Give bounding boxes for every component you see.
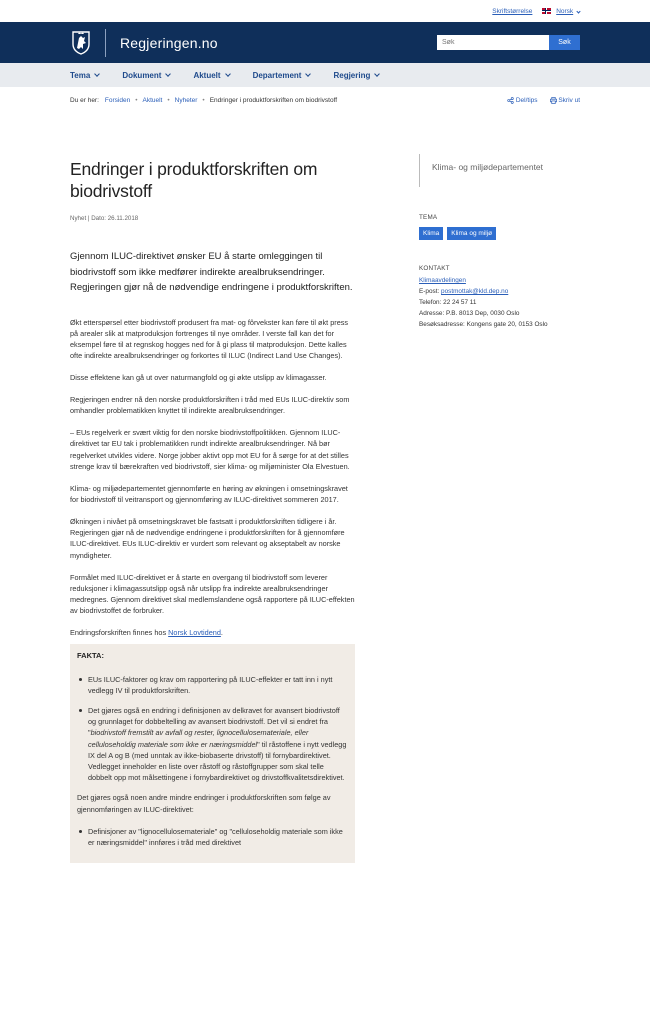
- article: [70, 158, 355, 863]
- article-paragraph: Økt etterspørsel etter biodrivstoff produsert fra mat- og fôrvekster kan føre til økt press på arealer slik at matproduksjon fortrenges til nye områder. I verste fall kan det for eksempel føre til at regnskog hogges ned for å gi plass til matproduksjon. Dette kalles ofte indirekte arealbruksendringer og forkortes til ILUC (Indirect Land Use Changes).: [70, 317, 349, 361]
- chevron-down-icon: [576, 9, 580, 13]
- page-actions: [507, 97, 580, 104]
- fakta-text: Det gjøres også en endring i definisjonen av delkravet for avansert biodrivstoff og grunnlaget for dobbeltelling av avansert biodrivstoff. Det vil si endret fra ": [88, 705, 340, 738]
- chevron-down-icon: [94, 71, 100, 77]
- contact-email-link[interactable]: postmottak@kld.dep.no: [441, 288, 509, 295]
- search-button[interactable]: Søk: [549, 35, 580, 50]
- lovtidend-prefix: Endringsforskriften finnes hos: [70, 628, 169, 638]
- norsk-lovtidend-link[interactable]: Norsk Lovtidend: [168, 628, 221, 638]
- article-body: [70, 317, 355, 639]
- tema-label: TEMA: [419, 214, 438, 221]
- language-selector[interactable]: [542, 8, 580, 15]
- nav-item-label: Regjering: [333, 70, 371, 80]
- article-paragraph: Formålet med ILUC-direktivet er å starte en overgang til biodrivstoff som leverer reduksjoner i klimagassutslipp også når utslipp fra indirekte arealbruksendringer medregnes. Gjennom direktivet skal medlemslandene også rapportere på ILUC-effekten av biodrivstoffet de forbruker.: [70, 572, 355, 616]
- department-name: Klima- og miljødepartementet: [419, 154, 589, 187]
- fakta-list-item: Definisjoner av "lignocellulosemateriale" og "celluloseholdig materiale som ikke er næringsmiddel" innføres i tråd med direktivet: [77, 826, 348, 848]
- breadcrumb-prefix: Du er her:: [70, 97, 99, 104]
- print-label: Skriv ut: [558, 97, 580, 105]
- breadcrumb: [0, 87, 650, 114]
- tag-klima[interactable]: Klima: [419, 227, 443, 240]
- breadcrumb-aktuelt[interactable]: Aktuelt: [142, 97, 163, 104]
- contact-name-row: [419, 275, 589, 286]
- nav-item-tema[interactable]: [70, 71, 99, 80]
- fakta-list-item: EUs ILUC-faktorer og krav om rapportering på ILUC-effekter er tatt inn i nytt vedlegg IV til produktforskriften.: [77, 674, 348, 696]
- article-meta: Nyhet | Dato: 26.11.2018: [70, 215, 139, 222]
- fakta-list: [77, 674, 348, 784]
- article-paragraph: Klima- og miljødepartementet gjennomførte en høring av økningen i omsetningskravet for biodrivstoff til veitransport og gjennomføring av ILUC-direktivet sommeren 2017.: [70, 483, 348, 505]
- article-lead: Gjennom ILUC-direktivet ønsker EU å starte omleggingen til biodrivstoff som ikke medfører indirekte arealbruksendringer. Regjeringen gjør nå de nødvendige endringene i produktforskriften.: [70, 251, 353, 293]
- nav-item-label: Tema: [70, 70, 91, 80]
- contact-visit-address: Besøksadresse: Kongens gate 20, 0153 Oslo: [419, 321, 548, 328]
- breadcrumb-separator: •: [202, 97, 205, 104]
- fakta-heading: FAKTA:: [77, 650, 104, 660]
- nav-item-label: Aktuelt: [193, 70, 221, 80]
- nav-item-dokument[interactable]: [122, 71, 170, 80]
- nav-item-aktuelt[interactable]: [193, 71, 229, 80]
- breadcrumb-separator: •: [135, 97, 138, 104]
- share-label: Del/tips: [515, 97, 538, 105]
- contact-info: [419, 265, 589, 330]
- lovtidend-paragraph: [70, 627, 355, 638]
- article-paragraph: Økningen i nivået på omsetningskravet ble fastsatt i produktforskriften tidligere i år. Regjeringen gjør nå de nødvendige endringene i produktforskriften for å gjennomføre ILUC-direktivet. EUs ILUC-direktiv er vurdert som relevant og akseptabelt av norske myndigheter.: [70, 516, 345, 560]
- sidebar: [419, 154, 589, 330]
- contact-name-link[interactable]: Klimaavdelingen: [419, 277, 466, 284]
- font-size-link[interactable]: Skriftstørrelse: [492, 7, 533, 15]
- share-link[interactable]: [507, 97, 538, 104]
- breadcrumb-nyheter[interactable]: Nyheter: [174, 97, 198, 104]
- fakta-italic-text: biodrivstoff fremstilt av avfall og rester, lignocellulosemateriale, eller celluloseholdig materiale som ikke er næringsmiddel: [88, 728, 309, 749]
- nav-item-label: Dokument: [122, 70, 162, 80]
- tag-klima-og-miljo[interactable]: Klima og miljø: [447, 227, 496, 240]
- fakta-list-item: [77, 705, 348, 783]
- fakta-box: [70, 644, 355, 864]
- nav-item-label: Departement: [252, 70, 302, 80]
- article-paragraph: Regjeringen endrer nå den norske produktforskriften i tråd med EUs ILUC-direktiv som omhandler problematikken knyttet til indirekte arealbruksendringer.: [70, 394, 350, 416]
- fakta-list: [77, 826, 348, 848]
- norway-flag-icon: [542, 8, 551, 14]
- tema-tags: [419, 227, 589, 240]
- contact-address: Adresse: P.B. 8013 Dep, 0030 Oslo: [419, 310, 520, 317]
- chevron-down-icon: [375, 71, 381, 77]
- print-icon: [550, 97, 557, 104]
- search-form: [437, 35, 580, 50]
- nav-item-departement[interactable]: [253, 71, 311, 80]
- site-title[interactable]: Regjeringen.no: [120, 34, 218, 51]
- breadcrumb-separator: •: [167, 97, 170, 104]
- site-header: [0, 22, 650, 63]
- coat-of-arms-logo[interactable]: [70, 30, 92, 56]
- nav-item-regjering[interactable]: [333, 71, 379, 80]
- article-paragraph: – EUs regelverk er svært viktig for den norske biodrivstoffpolitikken. Gjennom ILUC-direktivet tar EU tak i problematikken rundt indirekte arealbruksendringer. Nå bør regelverket utvikles videre. Norge jobber aktivt opp mot EU for å sørge for at det stilles strenge krav til bærekraften ved biodrivstoff, sier klima- og miljøminister Ola Elvestuen.: [70, 428, 350, 471]
- header-divider: [105, 29, 106, 57]
- share-icon: [507, 97, 514, 104]
- print-link[interactable]: [550, 97, 580, 104]
- fakta-paragraph: Det gjøres også noen andre mindre endringer i produktforskriften som følge av gjennomføringen av ILUC-direktivet:: [77, 793, 331, 814]
- contact-phone: Telefon: 22 24 57 11: [419, 299, 477, 306]
- breadcrumb-current: Endringer i produktforskriften om biodrivstoff: [209, 97, 338, 104]
- search-input[interactable]: [437, 35, 549, 50]
- fakta-text: " til råstoffene i nytt vedlegg IX del A og B (med unntak av ikke-biobaserte drivstoff) til fornybardirektivet. Vedlegget inneholder en liste over råstoff og råstoffgrupper som skal telle dobbelt opp mot målsettingene i fornybardirektivet og drivstoffkvalitetsdirektivet.: [88, 739, 347, 783]
- chevron-down-icon: [225, 71, 231, 77]
- article-paragraph: Disse effektene kan gå ut over naturmangfold og gi økte utslipp av klimagasser.: [70, 373, 327, 383]
- language-label: Norsk: [556, 7, 574, 15]
- main-nav: [0, 63, 650, 87]
- lovtidend-suffix: .: [220, 628, 223, 638]
- chevron-down-icon: [166, 71, 172, 77]
- utility-bar: [0, 0, 650, 22]
- breadcrumb-forsiden[interactable]: Forsiden: [104, 97, 131, 104]
- kontakt-label: KONTAKT: [419, 265, 450, 272]
- contact-email-row: [419, 286, 589, 297]
- email-label: E-post:: [419, 288, 442, 295]
- page-title: Endringer i produktforskriften om biodrivstoff: [70, 159, 318, 201]
- chevron-down-icon: [306, 71, 312, 77]
